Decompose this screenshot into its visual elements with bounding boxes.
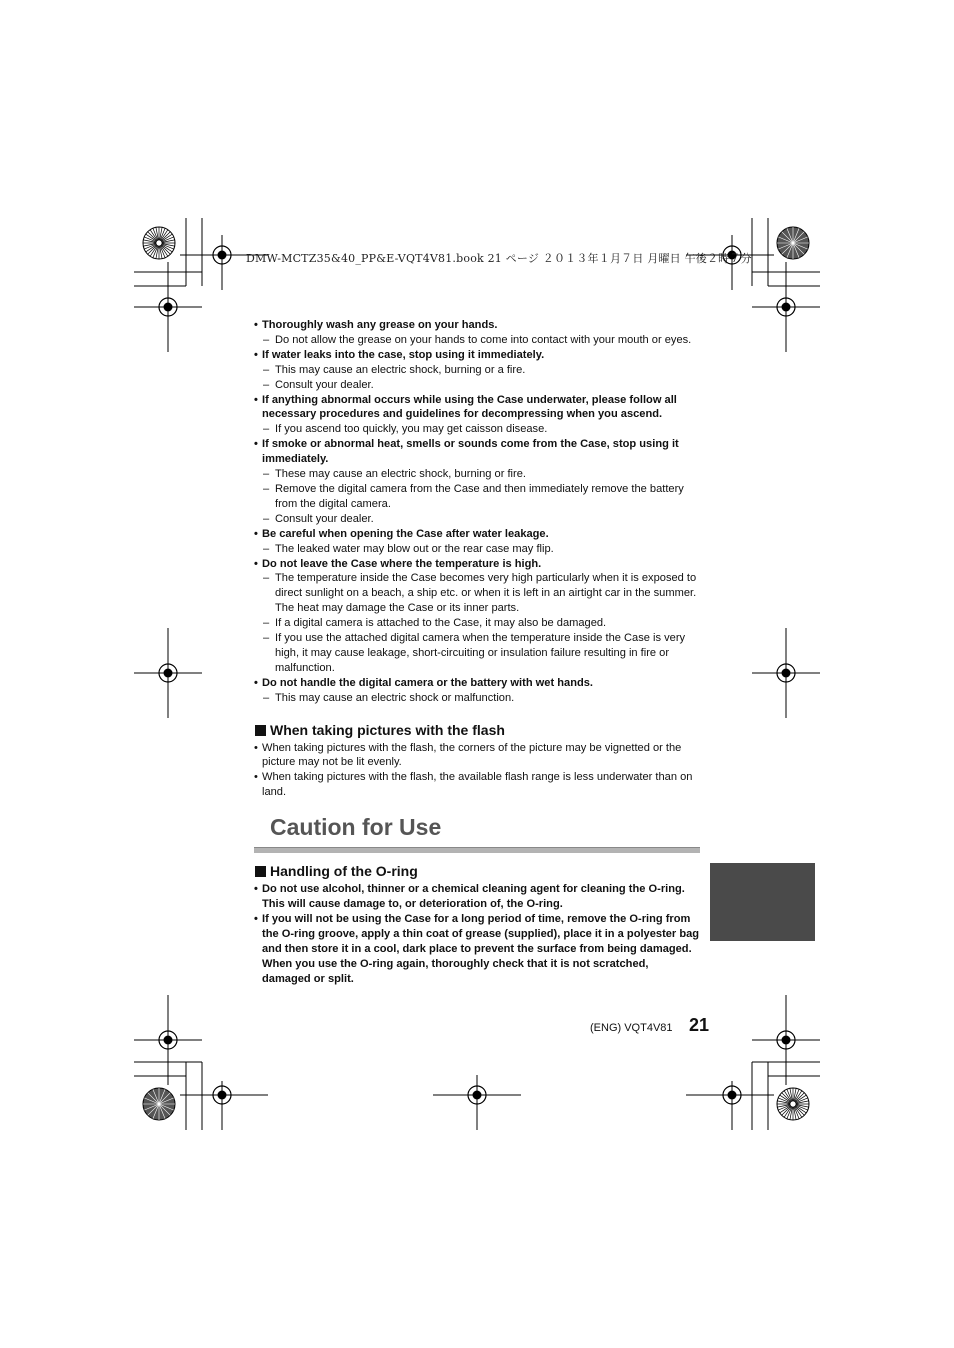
- precaution-subnote: – Do not allow the grease on your hands to come into contact with your mouth or eyes.: [254, 333, 700, 348]
- precaution-subnote: – If you ascend too quickly, you may get caisson disease.: [254, 422, 700, 437]
- title-rule: [254, 847, 700, 853]
- precaution-bullet: • If anything abnormal occurs while using the Case underwater, please follow all necessary procedures and guidelines for decompressing when you ascend.: [254, 393, 700, 423]
- precaution-bullet: • Do not leave the Case where the temperature is high.: [254, 557, 700, 572]
- page-number: 21: [689, 1015, 710, 1035]
- precaution-subnote: – This may cause an electric shock, burning or a fire.: [254, 363, 700, 378]
- square-bullet-icon: [255, 866, 266, 877]
- precaution-bullet: • If water leaks into the case, stop using it immediately.: [254, 348, 700, 363]
- print-slug-header: DMW-MCTZ35&40_PP&E-VQT4V81.book 21 ページ ２０１３年１月７日 月曜日 午後２時７分: [246, 252, 752, 265]
- precaution-subnote: – If you use the attached digital camera when the temperature inside the Case is very high, it may cause leakage, short-circuiting or insulation failure resulting in fire or malfunction.: [254, 631, 700, 676]
- precaution-subnote: – These may cause an electric shock, burning or fire.: [254, 467, 700, 482]
- precaution-bullet: • Do not handle the digital camera or the battery with wet hands.: [254, 676, 700, 691]
- precaution-subnote: – If a digital camera is attached to the Case, it may also be damaged.: [254, 616, 700, 631]
- precaution-subnote: – This may cause an electric shock or malfunction.: [254, 691, 700, 706]
- precaution-subnote: – Consult your dealer.: [254, 512, 700, 527]
- precaution-subnote: – The temperature inside the Case becomes very high particularly when it is exposed to direct sunlight on a beach, a ship etc. or when it is left in an airtight car in the summer. The heat may damage the Case or its inner parts.: [254, 571, 700, 616]
- precaution-bullet: • Be careful when opening the Case after water leakage.: [254, 527, 700, 542]
- precaution-list: [254, 318, 700, 706]
- precaution-subnote: – The leaked water may blow out or the rear case may flip.: [254, 542, 700, 557]
- oring-section-heading: [254, 863, 700, 880]
- precaution-subnote: – Remove the digital camera from the Case and then immediately remove the battery from the digital camera.: [254, 482, 700, 512]
- square-bullet-icon: [255, 725, 266, 736]
- precaution-bullet: • Thoroughly wash any grease on your hands.: [254, 318, 700, 333]
- precaution-bullet: • If smoke or abnormal heat, smells or sounds come from the Case, stop using it immediately.: [254, 437, 700, 467]
- section-index-tab: [710, 863, 815, 941]
- flash-note-1: • When taking pictures with the flash, the corners of the picture may be vignetted or the picture may not be lit evenly.: [254, 741, 700, 771]
- oring-note-1: • Do not use alcohol, thinner or a chemical cleaning agent for cleaning the O-ring. This will cause damage to, or deterioration of, the O-ring.: [254, 882, 700, 912]
- footer-model-code: (ENG) VQT4V81: [590, 1022, 673, 1034]
- precaution-subnote: – Consult your dealer.: [254, 378, 700, 393]
- flash-section-heading: [254, 722, 700, 739]
- caution-title: Caution for Use: [270, 814, 442, 841]
- flash-note-2: • When taking pictures with the flash, the available flash range is less underwater than on land.: [254, 770, 700, 800]
- page-content: [254, 318, 700, 987]
- flash-section-heading-text: When taking pictures with the flash: [270, 721, 505, 738]
- oring-note-2: • If you will not be using the Case for a long period of time, remove the O-ring from the O-ring groove, apply a thin coat of grease (supplied), place it in a polyester bag and then store it in a cool, dark place to prevent the surface from being damaged. When you use the O-ring again, thoroughly check that it is not scratched, damaged or split.: [254, 912, 700, 987]
- oring-section-heading-text: Handling of the O-ring: [270, 863, 418, 880]
